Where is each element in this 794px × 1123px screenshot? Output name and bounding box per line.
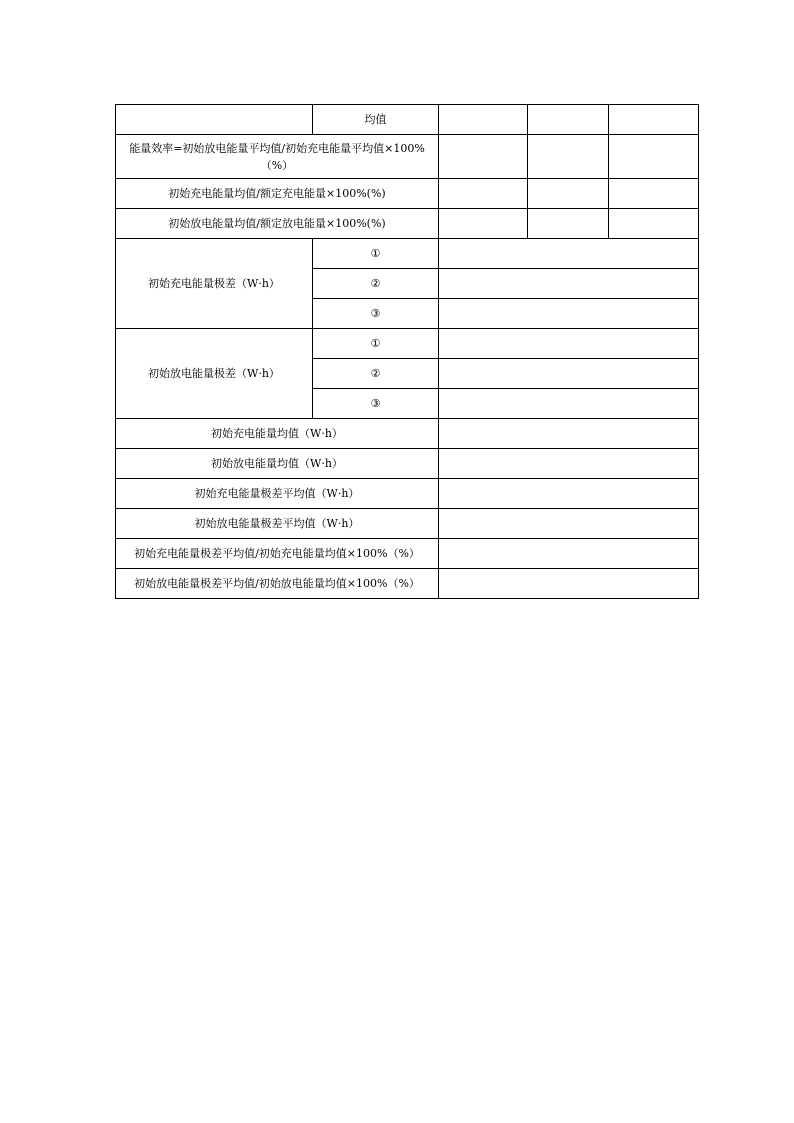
value-cell[interactable] [439, 359, 699, 389]
charge-range-avg-label-cell: 初始充电能量极差平均值（W·h） [116, 479, 439, 509]
value-cell[interactable] [609, 209, 699, 239]
value-cell[interactable] [439, 389, 699, 419]
table-row-efficiency [116, 135, 699, 179]
value-cell[interactable] [439, 179, 528, 209]
charge-mean-label-cell: 初始充电能量均值（W·h） [116, 419, 439, 449]
discharge-range-avg-label-cell: 初始放电能量极差平均值（W·h） [116, 509, 439, 539]
charge-ratio-label-cell: 初始充电能量均值/额定充电能量×100%(%) [116, 179, 439, 209]
value-cell[interactable] [439, 419, 699, 449]
circled-number-cell: ③ [313, 299, 439, 329]
value-cell[interactable] [439, 209, 528, 239]
value-cell[interactable] [439, 105, 528, 135]
table-row-discharge-range-avg [116, 509, 699, 539]
value-cell[interactable] [439, 449, 699, 479]
value-cell[interactable] [439, 569, 699, 599]
value-cell[interactable] [609, 135, 699, 179]
charge-range-pct-label-cell: 初始充电能量极差平均值/初始充电能量均值×100%（%） [116, 539, 439, 569]
charge-range-label-cell: 初始充电能量极差（W·h） [116, 239, 313, 329]
value-cell[interactable] [528, 105, 609, 135]
data-table [115, 104, 699, 599]
circled-number-cell: ② [313, 269, 439, 299]
table-row-discharge-range-1 [116, 329, 699, 359]
discharge-ratio-label-cell: 初始放电能量均值/额定放电能量×100%(%) [116, 209, 439, 239]
value-cell[interactable] [439, 539, 699, 569]
table-row-charge-range-pct [116, 539, 699, 569]
mean-header-cell: 均值 [313, 105, 439, 135]
value-cell[interactable] [439, 135, 528, 179]
discharge-range-pct-label-cell: 初始放电能量极差平均值/初始放电能量均值×100%（%） [116, 569, 439, 599]
table-row-discharge-range-pct [116, 569, 699, 599]
value-cell[interactable] [439, 329, 699, 359]
value-cell[interactable] [528, 209, 609, 239]
value-cell[interactable] [439, 299, 699, 329]
value-cell[interactable] [439, 269, 699, 299]
table-row-charge-range-1 [116, 239, 699, 269]
table-row-mean [116, 105, 699, 135]
empty-cell[interactable] [116, 105, 313, 135]
table-row-charge-mean [116, 419, 699, 449]
circled-number-cell: ② [313, 359, 439, 389]
discharge-range-label-cell: 初始放电能量极差（W·h） [116, 329, 313, 419]
value-cell[interactable] [439, 239, 699, 269]
table-row-charge-range-avg [116, 479, 699, 509]
efficiency-label-cell: 能量效率=初始放电能量平均值/初始充电能量平均值×100%（%） [116, 135, 439, 179]
value-cell[interactable] [609, 179, 699, 209]
value-cell[interactable] [528, 179, 609, 209]
table-row-discharge-ratio [116, 209, 699, 239]
circled-number-cell: ① [313, 239, 439, 269]
circled-number-cell: ③ [313, 389, 439, 419]
discharge-mean-label-cell: 初始放电能量均值（W·h） [116, 449, 439, 479]
circled-number-cell: ① [313, 329, 439, 359]
table-row-charge-ratio [116, 179, 699, 209]
value-cell[interactable] [439, 509, 699, 539]
value-cell[interactable] [439, 479, 699, 509]
value-cell[interactable] [609, 105, 699, 135]
table-row-discharge-mean [116, 449, 699, 479]
value-cell[interactable] [528, 135, 609, 179]
